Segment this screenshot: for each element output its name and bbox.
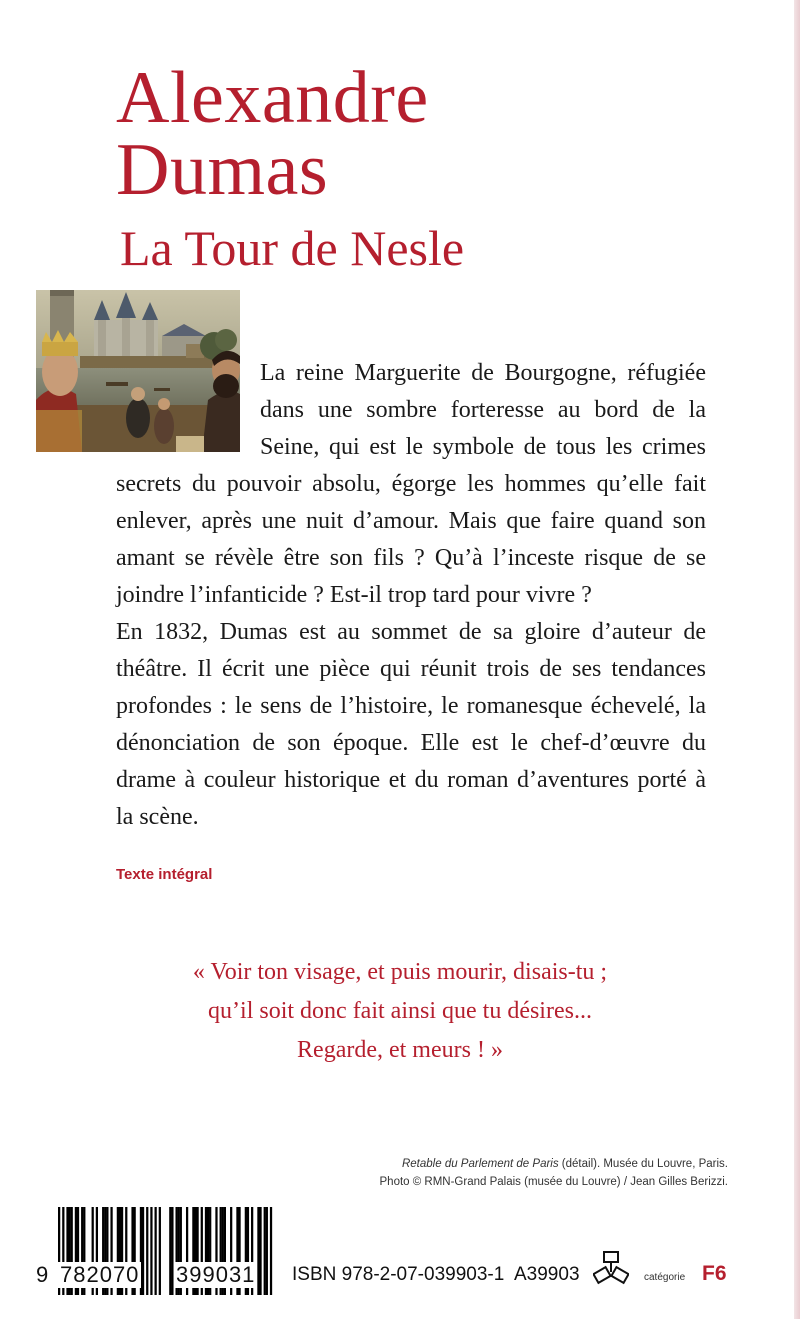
barcode-group-2: 399031 bbox=[176, 1262, 256, 1287]
credit-artwork-title: Retable du Parlement de Paris bbox=[401, 1158, 559, 1170]
pull-quote bbox=[0, 953, 800, 1070]
credit-line-1-rest: (détail). Musée du Louvre, Paris. bbox=[558, 1158, 728, 1170]
image-credit bbox=[380, 1155, 729, 1191]
credit-line-2: Photo © RMN-Grand Palais (musée du Louvre) / Jean Gilles Berizzi. bbox=[379, 1176, 728, 1188]
book-title: La Tour de Nesle bbox=[120, 220, 465, 276]
author-name bbox=[116, 57, 429, 211]
product-code: A39903 bbox=[514, 1264, 580, 1285]
author-last-name: Dumas bbox=[116, 129, 329, 211]
category-label: catégorie bbox=[644, 1272, 686, 1283]
barcode-group-1: 782070 bbox=[60, 1262, 140, 1287]
barcode-digits bbox=[36, 1262, 276, 1292]
blurb-paragraph-2: En 1832, Dumas est au sommet de sa gloire d’auteur de théâtre. Il écrit une pièce qui réunit trois de ses tendances profondes : le sens de l’histoire, le romanesque échevelé, la dénonciation de son époque. Elle est le chef-d’œuvre du drame à couleur historique et du roman d’aventures porté à la scène. bbox=[116, 619, 706, 830]
credit-line-1 bbox=[380, 1155, 729, 1173]
folio-books-logo-icon bbox=[593, 1250, 629, 1288]
quote-line-2: qu’il soit donc fait ainsi que tu désires... bbox=[208, 998, 592, 1024]
blurb-paragraph-1 bbox=[116, 355, 706, 614]
quote-line-1: « Voir ton visage, et puis mourir, disais-tu ; bbox=[192, 959, 608, 985]
edition-note: Texte intégral bbox=[116, 866, 213, 883]
quote-line-3: Regarde, et meurs ! » bbox=[297, 1037, 503, 1063]
category-code: F6 bbox=[702, 1262, 727, 1285]
blurb-paragraph-1-text: La reine Marguerite de Bourgogne, réfugiée dans une sombre forteresse au bord de la Seine, qui est le symbole de tous les crimes secrets du pouvoir absolu, égorge les hommes qu’elle fait enlever, après une nuit d’amour. Mais que faire quand son amant se révèle être son fils ? Qu’à l’inceste risque de se joindre l’infanticide ? Est-il trop tard pour vivre ? bbox=[116, 360, 706, 608]
cover-edge bbox=[794, 0, 800, 1319]
back-cover-blurb bbox=[116, 355, 706, 836]
isbn-number: ISBN 978-2-07-039903-1 bbox=[292, 1264, 505, 1285]
barcode-first-digit: 9 bbox=[36, 1262, 53, 1288]
author-first-name: Alexandre bbox=[116, 57, 429, 139]
